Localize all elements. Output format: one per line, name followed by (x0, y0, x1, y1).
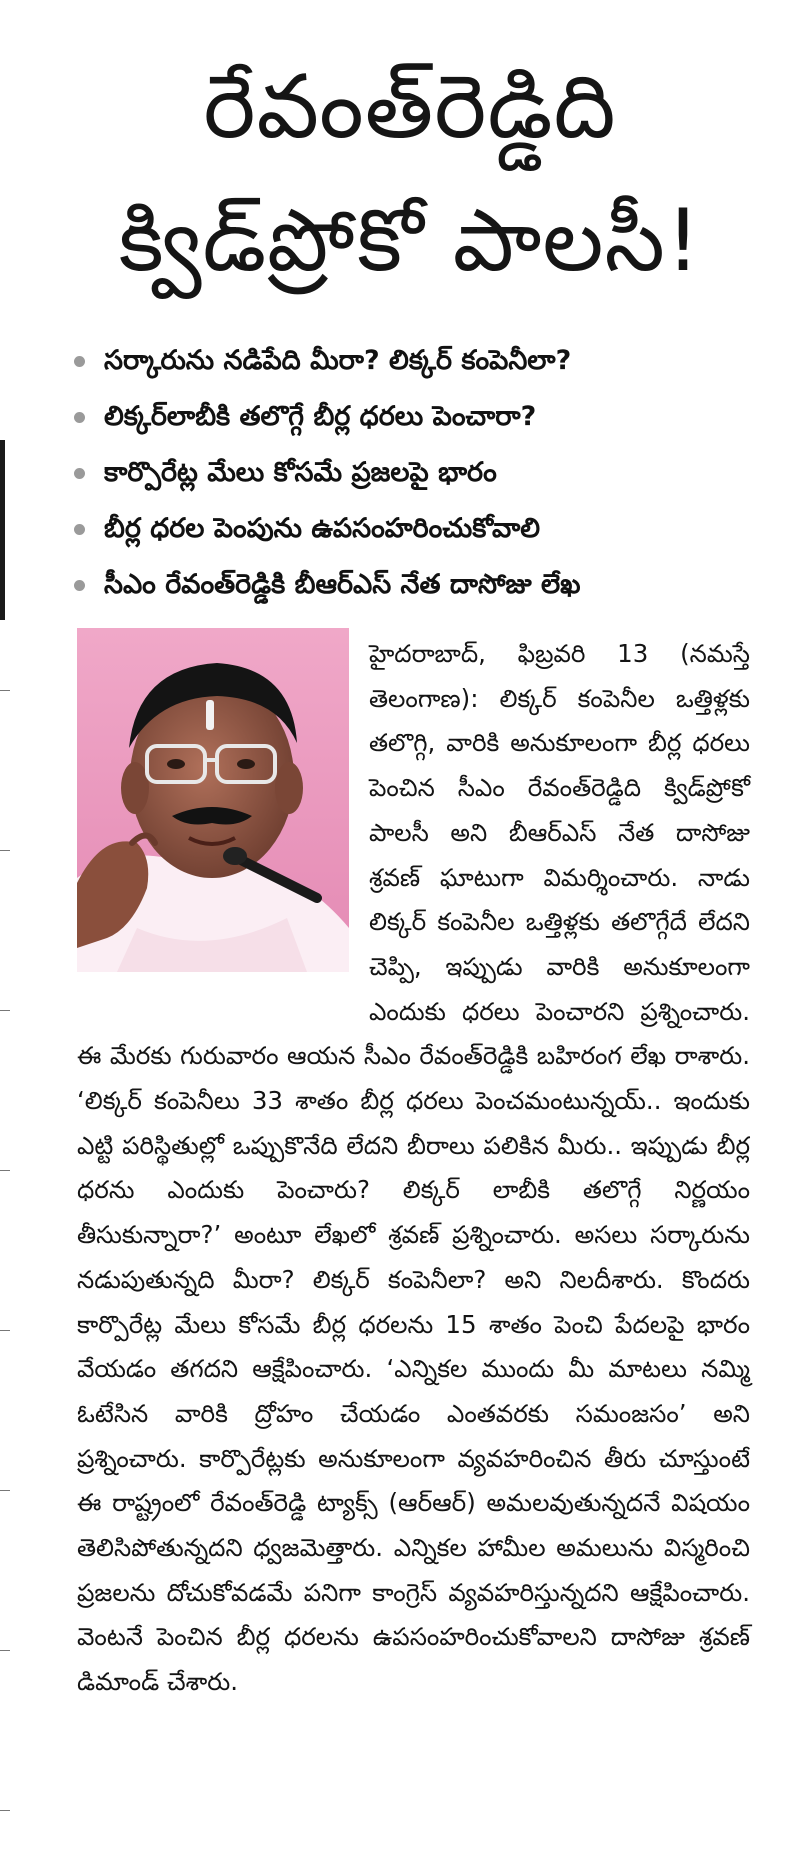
left-edge-rule (0, 1490, 10, 1491)
headline (40, 39, 780, 309)
summary-bullet (70, 333, 780, 389)
bullet-dot-icon (74, 524, 85, 535)
summary-bullet-text: కార్పొరేట్ల మేలు కోసమే ప్రజలపై భారం (104, 457, 497, 488)
summary-bullet-list (70, 333, 780, 613)
left-edge-rule (0, 690, 10, 691)
bullet-dot-icon (74, 356, 85, 367)
article-text: లిక్కర్‌ కంపెనీల ఒత్తిళ్లకు తలొగ్గి, వారికి అనుకూలంగా బీర్ల ధరలు పెంచిన సీఎం రేవంత్‌రెడ్డిది క్విడ్‌ప్రోకో పాలసీ అని బీఆర్‌ఎస్‌ నేత దాసోజు శ్రవణ్‌ ఘాటుగా విమర్శించారు. నాడు లిక్కర్‌ కంపెనీల ఒత్తిళ్లకు తలొగ్గేదే లేదని చెప్పి, ఇప్పుడు వారికి అనుకూలంగా ఎందుకు ధరలు పెంచారని ప్రశ్నించారు. ఈ మేరకు గురువారం ఆయన సీఎం రేవంత్‌రెడ్డికి బహిరంగ లేఖ రాశారు. ‘లిక్కర్‌ కంపెనీలు 33 శాతం బీర్ల ధరలు పెంచమంటున్నయ్‌.. ఇందుకు ఎట్టి పరిస్థితుల్లో ఒప్పుకొనేది లేదని బీరాలు పలికిన మీరు.. ఇప్పుడు బీర్ల ధరను ఎందుకు పెంచారు? లిక్కర్‌ లాబీకి తలొగ్గే నిర్ణయం తీసుకున్నారా?’ అంటూ లేఖలో శ్రవణ్‌ ప్రశ్నించారు. అసలు సర్కారును నడుపుతున్నది మీరా? లిక్కర్‌ కంపెనీలా? అని నిలదీశారు. కొందరు కార్పొరేట్ల మేలు కోసమే బీర్ల ధరలను 15 శాతం పెంచి పేదలపై భారం వేయడం తగదని ఆక్షేపించారు. ‘ఎన్నికల ముందు మీ మాటలు నమ్మి ఓటేసిన వారికి ద్రోహం చేయడం ఎంతవరకు సమంజసం’ అని ప్రశ్నించారు. కార్పొరేట్లకు అనుకూలంగా వ్యవహరించిన తీరు చూస్తుంటే ఈ రాష్ట్రంలో రేవంత్‌రెడ్డి ట్యాక్స్‌ (ఆర్‌ఆర్‌) అమలవుతున్నదనే విషయం తెలిసిపోతున్నదని ధ్వజమెత్తారు. ఎన్నికల హామీల అమలును విస్మరించి ప్రజలను దోచుకోవడమే పనిగా కాంగ్రెస్‌ వ్యవహరిస్తున్నదని ఆక్షేపించారు. వెంటనే పెంచిన బీర్ల ధరలను ఉపసంహరించుకోవాలని దాసోజు శ్రవణ్‌ డిమాండ్‌ చేశారు. (77, 683, 750, 1697)
bullet-dot-icon (74, 468, 85, 479)
summary-bullet-text: లిక్కర్‌లాబీకి తలొగ్గే బీర్ల ధరలు పెంచారా? (104, 401, 537, 432)
photo-wrap-space (77, 632, 369, 992)
summary-bullet (70, 501, 780, 557)
left-edge-rule (0, 850, 10, 851)
article-dateline: హైదరాబాద్‌, ఫిబ్రవరి 13 (నమస్తే తెలంగాణ): (369, 639, 750, 713)
left-edge-rule (0, 1330, 10, 1331)
left-edge-rule (0, 1650, 10, 1651)
article-body (77, 632, 750, 1705)
left-edge-rule (0, 1010, 10, 1011)
summary-bullet (70, 445, 780, 501)
summary-bullet (70, 557, 780, 613)
summary-bullet (70, 389, 780, 445)
summary-bullet-text: సర్కారును నడిపేది మీరా? లిక్కర్‌ కంపెనీలా? (104, 345, 572, 376)
left-edge-bar (0, 440, 5, 620)
headline-line-2: క్విడ్‌ప్రోకో పాలసీ! (118, 191, 702, 292)
bullet-dot-icon (74, 412, 85, 423)
summary-bullet-text: సీఎం రేవంత్‌రెడ్డికి బీఆర్‌ఎస్‌ నేత దాసోజు లేఖ (104, 569, 581, 600)
left-edge-rule (0, 1810, 10, 1811)
summary-bullet-text: బీర్ల ధరల పెంపును ఉపసంహరించుకోవాలి (104, 513, 541, 544)
headline-line-1: రేవంత్‌రెడ్డిది (203, 55, 617, 159)
left-edge-rule (0, 1170, 10, 1171)
bullet-dot-icon (74, 580, 85, 591)
